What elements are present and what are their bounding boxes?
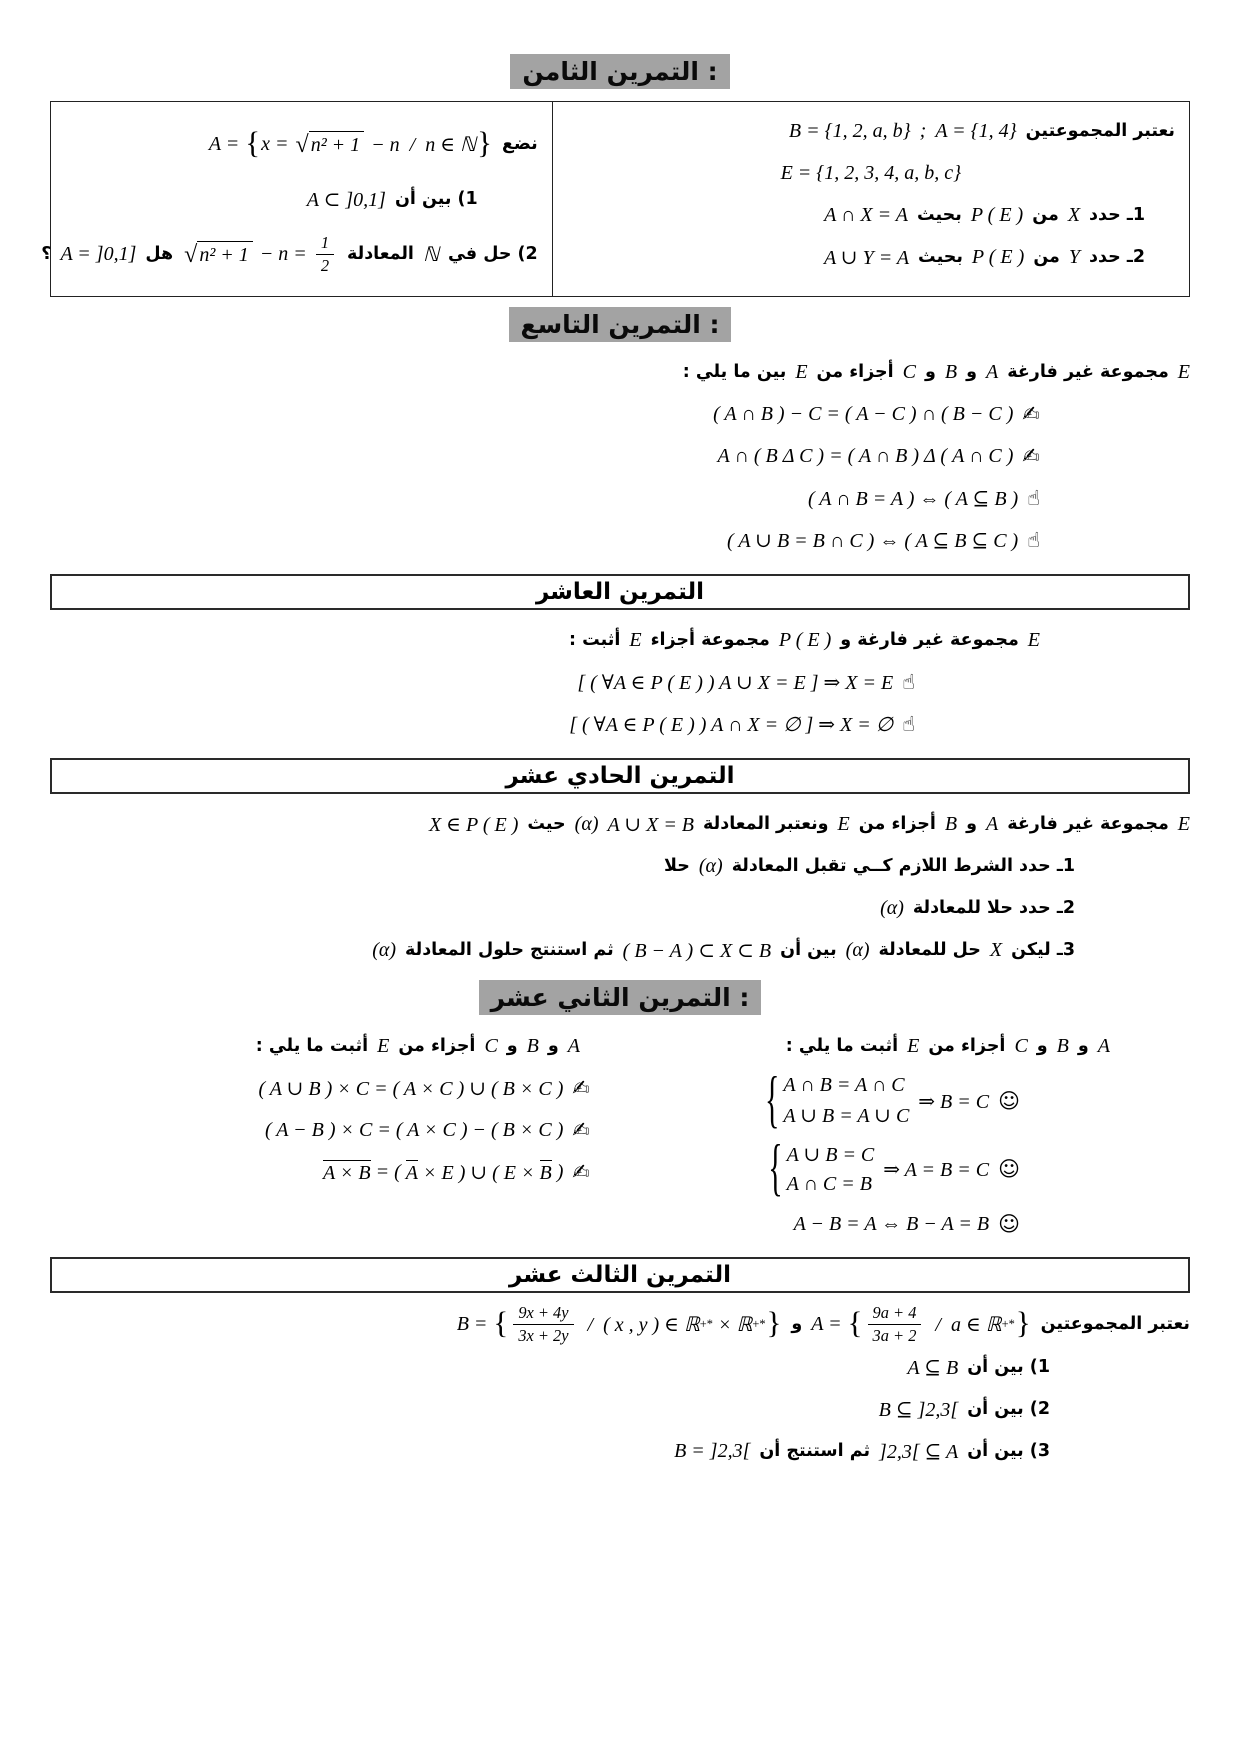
ex8-box [41,101,1190,297]
arabic-text: ثم استنتج أن [759,1441,871,1462]
math-text: B = [456,1312,493,1335]
arabic-text: ثم استنتج حلول المعادلة [405,939,614,960]
radical-sign: √ [295,132,309,158]
math-expression: Y [1068,245,1081,268]
brace: } [766,1305,782,1341]
denominator: 3a + 2 [872,1325,917,1345]
arabic-text: مجموعة غير فارغة [1007,361,1169,382]
brace: } [1015,1305,1031,1341]
math-expression: E [837,812,850,835]
math-expression: A ⊆ B [907,1356,959,1379]
math-expression: ℕ [422,243,439,266]
numerator: 9a + 4 [868,1303,922,1325]
math-expression: E = {1, 2, 3, 4, a, b, c} [780,161,962,184]
arabic-text: و [966,361,977,382]
math-text: x = [261,132,294,155]
system-rows [787,1142,875,1196]
ex13-title-box [50,1257,1190,1293]
math-expression: B [944,360,958,383]
ex12-left-header [50,1027,620,1065]
dingbat-icon: ✍ [572,1159,590,1184]
arabic-text: هل [145,243,174,264]
equation-system [768,1133,875,1203]
arabic-text: مجموعة أجزاء [650,629,770,650]
brace: { [245,125,261,160]
overline-expression: A × B [323,1161,371,1184]
math-text: / a ∈ ℝ [925,1313,1002,1336]
arabic-text: بحيث [916,204,962,225]
ex8-left-line-1 [65,112,538,176]
ex12-title: التمرين الثاني عشر : [479,980,762,1015]
radical-sign: √ [184,242,198,268]
math-expression: A [986,812,999,835]
arabic-text: أثبت : [569,629,621,650]
math-expression: (α) [880,896,904,919]
ex11-item-3 [50,930,1190,970]
arabic-text: و [506,1035,518,1056]
math-expression: ( A ∪ B = B ∩ C ) ⇔ ( A ⊆ B ⊆ C ) [727,529,1019,552]
system-equation: A ∪ B = A ∪ C [783,1105,910,1127]
math-expression: E [1027,628,1040,651]
math-expression: B = { $\frac{9x + 4y}{3x + 2y}$ / ( x , y ) ∈ ℝ +* × ℝ +* } [456,1303,782,1345]
math-expression: ⇒ A = B = C [883,1158,990,1181]
ex9-section [50,352,1190,560]
ex8-right-line-4 [567,238,1175,276]
brace: { [847,1305,863,1341]
math-text: = ( [370,1160,406,1183]
arabic-text: حيث [527,813,566,834]
ex11-title: التمرين الحادي عشر [505,763,735,789]
ex12-right-item-1 [620,1065,1190,1135]
math-expression: ; [919,119,927,142]
math-expression: (α) [574,812,599,835]
dingbat-icon: ☝ [1027,527,1040,552]
arabic-text: المعادلة [347,243,414,264]
math-expression [323,1160,563,1185]
math-expression: X ∈ P ( E ) [428,813,519,836]
math-expression [182,233,338,275]
arabic-text: 1ـ حدد الشرط اللازم كــي تقبل المعادلة [731,855,1075,876]
arabic-text: و [925,361,936,382]
arabic-text: بين ما يلي : [682,361,787,382]
math-text: A = [811,1312,847,1335]
ex10-title-box [50,574,1190,610]
ex13-line-2 [50,1347,1190,1387]
math-expression: A [986,360,999,383]
ex13-title: التمرين الثالث عشر [509,1262,731,1288]
ex10-title: التمرين العاشر [535,579,705,605]
ex8-title-row [50,54,1190,89]
system-equation: A ∩ B = A ∩ C [783,1074,905,1096]
ex9-item-4 [50,520,1190,560]
arabic-text: و [1077,1035,1089,1056]
ex10-item-1 [50,662,1190,702]
math-expression: A [1097,1034,1110,1057]
ex8-right-line-3 [567,196,1175,234]
equation-system [764,1065,910,1135]
arabic-text: أجزاء من [858,813,936,834]
ex11-item-1 [50,846,1190,886]
math-text: A = [208,132,245,155]
arabic-text: مجموعة غير فارغة [1007,813,1169,834]
arabic-text: 3) بين أن [967,1441,1050,1462]
ex8-left-line-3 [41,222,538,286]
math-expression: [ ( ∀A ∈ P ( E ) ) A ∪ X = E ] ⇒ X = E [577,671,894,694]
dingbat-icon: ☝ [902,669,915,694]
overline-expression: A [405,1161,418,1184]
ex10-section [50,620,1190,744]
math-expression: A = ]0,1] [60,242,137,265]
math-expression: A ∪ X = B [607,813,695,836]
math-expression: [ ( ∀A ∈ P ( E ) ) A ∩ X = ∅ ] ⇒ X = ∅ [569,713,894,736]
arabic-text: بحيث [918,246,963,267]
arabic-text: أثبت ما يلي : [255,1035,369,1056]
math-expression: C [484,1034,498,1057]
math-expression: X [1067,203,1081,226]
numerator: 1 [316,233,334,255]
math-expression: A = { $\frac{9a + 4}{3a + 2}$ / a ∈ ℝ +* } [811,1303,1031,1345]
denominator: 3x + 2y [518,1325,569,1345]
math-text: − n / n ∈ ℕ [366,133,477,156]
math-expression: A − B = A ⇔ B − A = B [793,1212,990,1235]
math-expression: ]2,3[ ⊆ A [879,1440,959,1463]
dingbat-icon: ✍ [572,1117,590,1142]
math-expression: ( B − A ) ⊂ X ⊂ B [622,939,772,962]
dingbat-icon: ✍ [1022,401,1040,426]
math-expression: ( A ∪ B ) × C = ( A × C ) ∪ ( B × C ) [258,1077,564,1100]
ex13-line-4 [50,1431,1190,1471]
dingbat-icon: ☝ [902,711,915,736]
math-expression: B = ]2,3[ [674,1439,751,1462]
system-brace: { [764,1065,780,1135]
math-text: × E ) ∪ ( E × [417,1161,540,1184]
ex12-right-item-2 [620,1133,1190,1203]
dingbat-icon: ✍ [572,1075,590,1100]
arabic-text: 2) بين أن [967,1399,1050,1420]
ex8-right-column [552,102,1189,296]
ex12-title-row [50,980,1190,1015]
arabic-text: 1) بين أن [394,188,478,209]
ex10-item-2 [50,704,1190,744]
ex11-header [50,804,1190,844]
math-expression: A [567,1034,580,1057]
dingbat-icon: ☺ [998,1156,1020,1181]
math-expression: (α) [372,938,397,961]
arabic-text: و [791,1314,803,1335]
ex12-left-column [50,1027,620,1243]
math-expression: A ∩ ( B Δ C ) = ( A ∩ B ) Δ ( A ∩ C ) [717,444,1014,467]
arabic-text: 1) بين أن [967,1357,1050,1378]
fraction [868,1303,922,1345]
ex12-right-header [620,1027,1190,1065]
math-expression: P ( E ) [778,628,832,651]
math-expression: E [1177,360,1190,383]
arabic-text: 3ـ ليكن [1011,939,1075,960]
arabic-text: 2) حل في [447,243,538,264]
math-text: − n = [254,242,312,265]
math-expression: E [377,1034,390,1057]
brace: { [493,1305,509,1341]
overline-expression: B [539,1161,552,1184]
ex11-item-2 [50,888,1190,928]
square-root [184,241,253,267]
arabic-text: حل للمعادلة [878,939,981,960]
dingbat-icon: ☺ [998,1088,1020,1113]
arabic-text: نعتبر المجموعتين [1025,120,1175,141]
arabic-text: و [1036,1035,1048,1056]
arabic-text: أثبت ما يلي : [785,1035,899,1056]
radicand: n² + 1 [197,241,253,267]
ex13-section [50,1303,1190,1471]
math-expression: P ( E ) [970,203,1024,226]
system-equation: A ∪ B = C [786,1144,875,1166]
math-expression: A = {1, 4} [935,119,1017,142]
system-equation: A ∩ C = B [786,1173,872,1195]
math-text: / ( x , y ) ∈ ℝ [577,1313,700,1336]
arabic-text: 2ـ حدد حلا للمعادلة [912,897,1075,918]
system-rows [783,1074,909,1128]
math-expression: ( A ∩ B ) − C = ( A − C ) ∩ ( B − C ) [713,402,1014,425]
ex10-header [50,620,1190,660]
ex9-title-row [50,307,1190,342]
arabic-text: من [1032,204,1059,225]
arabic-text: بين أن [780,939,837,960]
denominator: 2 [320,255,330,275]
ex11-section [50,804,1190,970]
fraction [513,1303,573,1345]
system-brace: { [768,1133,783,1203]
ex12-right-column [620,1027,1190,1243]
ex8-right-line-2 [567,154,1175,192]
ex9-item-3 [50,478,1190,518]
math-expression: B = {1, 2, a, b} [788,119,911,142]
ex9-item-2 [50,436,1190,476]
math-expression: ⇒ B = C [918,1090,990,1113]
fraction [316,233,334,275]
ex8-left-line-2 [65,180,538,218]
arabic-text: و [966,813,977,834]
math-expression: A ∩ X = A [824,203,908,226]
arabic-text: ؟ [41,243,52,264]
math-expression: ( A ∩ B = A ) ⇔ ( A ⊆ B ) [807,487,1019,510]
ex11-title-box [50,758,1190,794]
ex9-title: التمرين التاسع : [509,307,732,342]
ex13-line-3 [50,1389,1190,1429]
dingbat-icon: ✍ [1022,443,1040,468]
square-root [296,131,365,157]
arabic-text: من [1033,246,1060,267]
arabic-text: نضع [501,133,538,154]
ex8-title: التمرين الثامن : [510,54,729,89]
math-expression: (α) [845,938,870,961]
arabic-text: نعتبر المجموعتين [1040,1314,1190,1335]
math-expression: B [526,1034,539,1057]
math-text: ) [551,1160,564,1183]
math-expression: P ( E ) [971,245,1025,268]
arabic-text: مجموعة غير فارغة و [840,629,1019,650]
math-expression: B ⊆ ]2,3[ [878,1398,959,1421]
arabic-text: ونعتبر المعادلة [703,813,829,834]
math-text: × ℝ [712,1313,753,1336]
math-expression: X [989,938,1003,961]
brace: } [477,125,492,160]
dingbat-icon: ☺ [998,1211,1020,1236]
math-expression: E [629,628,642,651]
math-expression [209,126,493,162]
math-expression: C [1014,1034,1028,1057]
dingbat-icon: ☝ [1027,485,1040,510]
ex9-header [50,352,1190,392]
math-expression: A ∪ Y = A [823,246,910,269]
math-expression: E [1177,812,1190,835]
math-expression: (α) [698,854,723,877]
arabic-text: 2ـ حدد [1089,246,1145,267]
arabic-text: و [547,1035,559,1056]
math-expression: B [1056,1034,1069,1057]
math-expression: A ⊂ ]0,1] [306,188,386,211]
math-expression: E [795,360,808,383]
math-expression: ( A − B ) × C = ( A × C ) − ( B × C ) [265,1118,564,1141]
math-expression: C [902,360,916,383]
ex12-right-item-3 [620,1205,1190,1243]
radicand: n² + 1 [309,131,365,157]
ex9-item-1 [50,394,1190,434]
arabic-text: أجزاء من [928,1035,1006,1056]
ex12-left-item-1 [50,1069,620,1107]
ex13-line-1 [50,1303,1190,1345]
math-expression: E [907,1034,920,1057]
ex12-left-item-3 [50,1153,620,1191]
ex12-left-item-2 [50,1111,620,1149]
math-expression: B [944,812,958,835]
ex12-columns [50,1027,1190,1243]
ex8-right-line-1 [567,112,1175,150]
arabic-text: 1ـ حدد [1089,204,1145,225]
numerator: 9x + 4y [513,1303,573,1325]
arabic-text: أجزاء من [398,1035,476,1056]
arabic-text: أجزاء من [816,361,894,382]
arabic-text: حلا [663,855,690,876]
ex8-left-column [41,102,552,296]
